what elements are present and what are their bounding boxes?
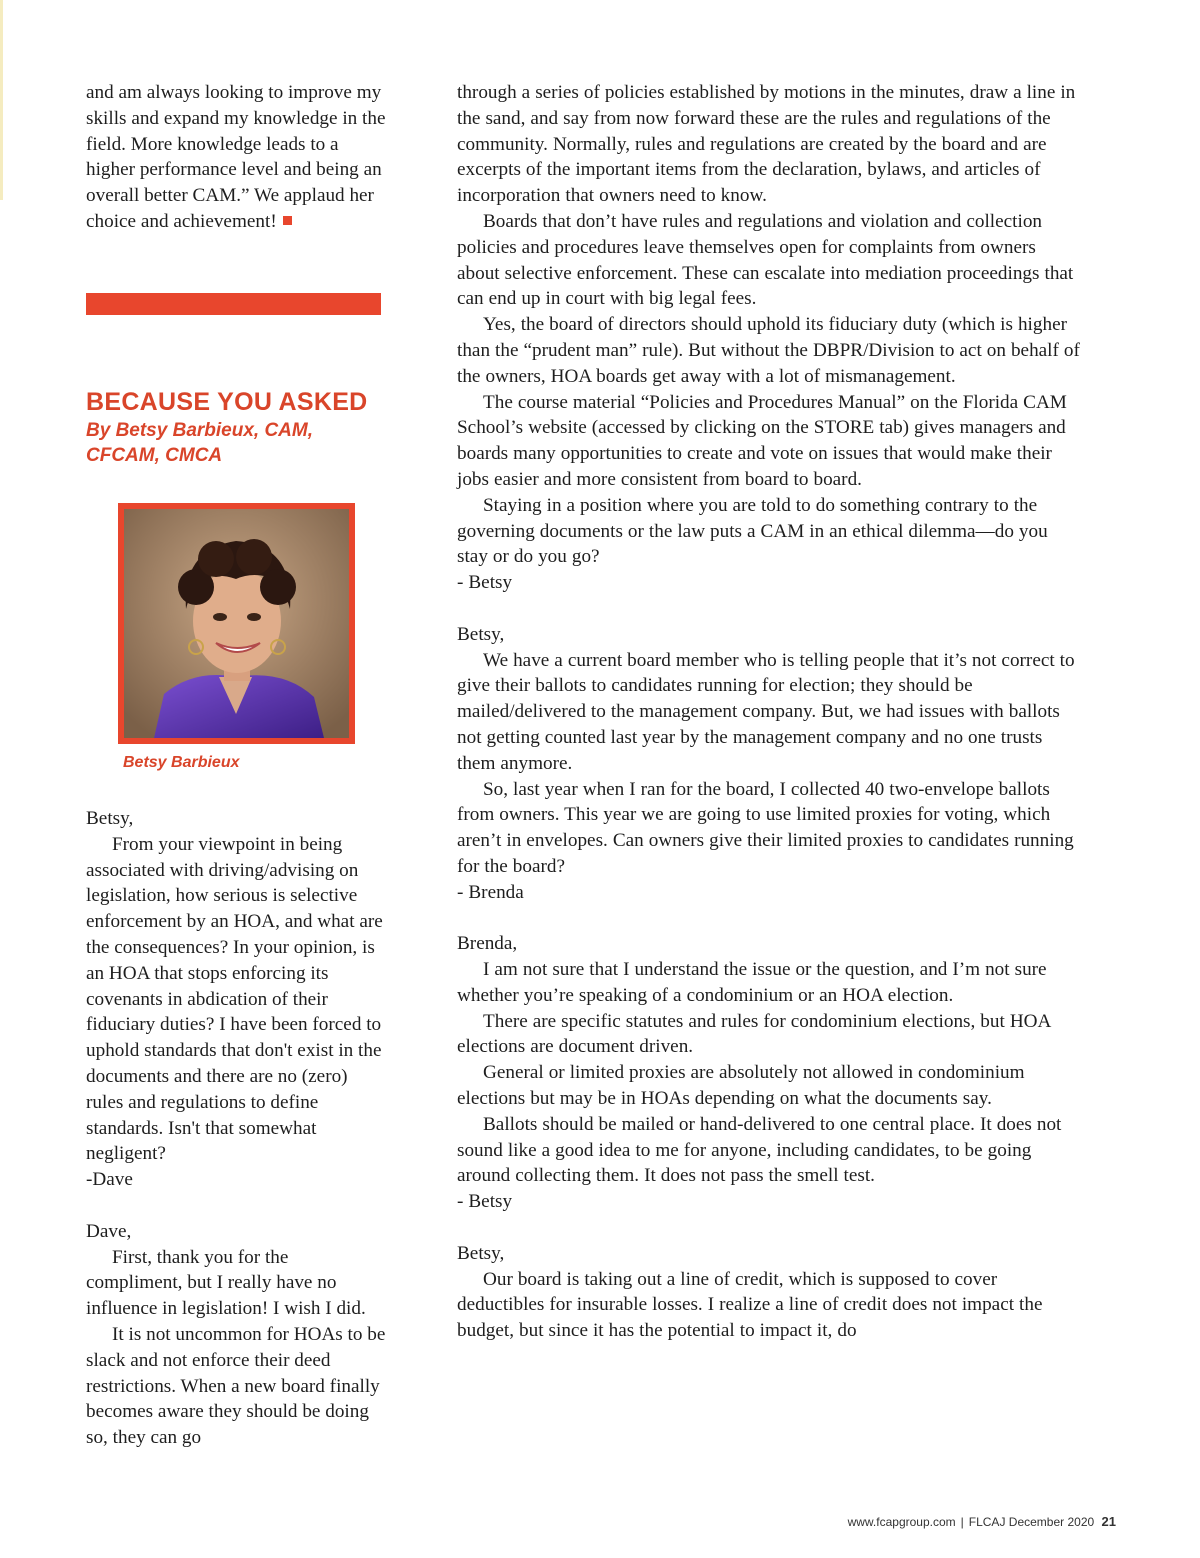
article-end-mark	[283, 216, 292, 225]
q1-salutation: Betsy,	[86, 808, 134, 829]
author-portrait	[124, 509, 349, 738]
a2-salutation: Brenda,	[457, 933, 518, 955]
footer-issue: December 2020	[1008, 1515, 1095, 1529]
q1-signoff: -Dave	[86, 1169, 133, 1191]
left-column-qa	[86, 806, 386, 1451]
a2-paragraph-2: There are specific statutes and rules for condominium elections, but HOA elections are document driven.	[457, 1010, 1051, 1058]
a1-salutation: Dave,	[86, 1220, 132, 1242]
q3-paragraph-1: Our board is taking out a line of credit, which is supposed to cover deductibles for insurable losses. I realize a line of credit does not impact the budget, but since it has the potential to impact it, do	[457, 1268, 1043, 1342]
page-number: 21	[1101, 1514, 1116, 1529]
page-edge-mark	[0, 0, 3, 200]
a2-paragraph-4: Ballots should be mailed or hand-delivered to one central place. It does not sound like a good idea to me for anyone, including candidates, to be going around collecting them. It does not pass the smell test.	[457, 1113, 1062, 1187]
a2-paragraph-1: I am not sure that I understand the issue or the question, and I’m not sure whether you’re speaking of a condominium or an HOA election.	[457, 959, 1047, 1006]
footer-publication: FLCAJ	[968, 1515, 1006, 1529]
section-heading	[86, 386, 386, 468]
left-continuation: and am always looking to improve my skills and expand my knowledge in the field. More knowledge leads to a higher performance level and being an overall better CAM.” We applaud her choice and achievement!	[86, 82, 386, 232]
a1-paragraph-6: Staying in a position where you are told to do something contrary to the governing documents or the law puts a CAM in an ethical dilemma—do you stay or do you go?	[457, 494, 1048, 568]
a2-paragraph-3: General or limited proxies are absolutely not allowed in condominium elections but may be in HOAs depending on what the documents say.	[457, 1062, 1025, 1110]
left-column	[86, 80, 386, 235]
byline: By Betsy Barbieux, CAM, CFCAM, CMCA	[86, 420, 314, 466]
photo-caption: Betsy Barbieux	[123, 754, 240, 771]
q2-salutation: Betsy,	[457, 623, 505, 645]
a1-paragraph-3: Boards that don’t have rules and regulations and violation and collection policies and procedures leave themselves open for complaints from owners about selective enforcement. These can escalate into mediation proceedings that can end up in court with big legal fees.	[457, 210, 1074, 310]
a1-paragraph-1: First, thank you for the compliment, but I really have no influence in legislation! I wish I did.	[86, 1246, 366, 1320]
footer-website[interactable]: www.fcapgroup.com	[847, 1515, 956, 1529]
q3-salutation: Betsy,	[457, 1242, 505, 1264]
right-column	[457, 80, 1082, 1344]
q2-signoff: - Brenda	[457, 881, 524, 903]
section-divider-bar	[86, 293, 381, 315]
page-footer: www.fcapgroup.com | FLCAJ December 2020 21	[847, 1514, 1116, 1529]
q2-paragraph-1: We have a current board member who is telling people that it’s not correct to give their ballots to candidates running for election; they should be mailed/delivered to the management company. But, we had issues with ballots not getting counted last year by the management company and no one trusts them anymore.	[457, 649, 1075, 774]
a1-paragraph-4: Yes, the board of directors should uphold its fiduciary duty (which is higher than the “prudent man” rule). But without the DBPR/Division to act on behalf of the owners, HOA boards get away with a lot of mismanagement.	[457, 314, 1080, 387]
a1-continuation: through a series of policies established by motions in the minutes, draw a line in the sand, and say from now forward these are the rules and regulations of the community. Normally, rules and regulations are created by the board and are excerpts of the important items from the declaration, bylaws, and articles of incorporation that owners need to know.	[457, 82, 1076, 207]
section-title: BECAUSE YOU ASKED	[86, 388, 368, 416]
a1-paragraph-2: It is not uncommon for HOAs to be slack and not enforce their deed restrictions. When a new board finally becomes aware they should be doing so, they can go	[86, 1323, 386, 1449]
a1-paragraph-5: The course material “Policies and Procedures Manual” on the Florida CAM School’s website (accessed by clicking on the STORE tab) gives managers and boards many opportunities to create and vote on issues that would make their jobs easier and more consistent from board to board.	[457, 391, 1067, 490]
author-photo-frame	[118, 503, 355, 744]
q2-paragraph-2: So, last year when I ran for the board, I collected 40 two-envelope ballots from owners. This year we are going to use limited proxies for voting, which aren’t in envelopes. Can owners give their limited proxies to candidates running for the board?	[457, 778, 1074, 877]
a2-signoff: - Betsy	[457, 1191, 513, 1213]
a1-signoff: - Betsy	[457, 572, 513, 594]
q1-body: From your viewpoint in being associated with driving/advising on legislation, how serious is selective enforcement by an HOA, and what are the consequences? In your opinion, is an HOA that stops enforcing its covenants in abdication of their fiduciary duties? I have been forced to uphold standards that don't exist in the documents and there are no (zero) rules and regulations to define standards. Isn't that somewhat negligent?	[86, 833, 383, 1165]
